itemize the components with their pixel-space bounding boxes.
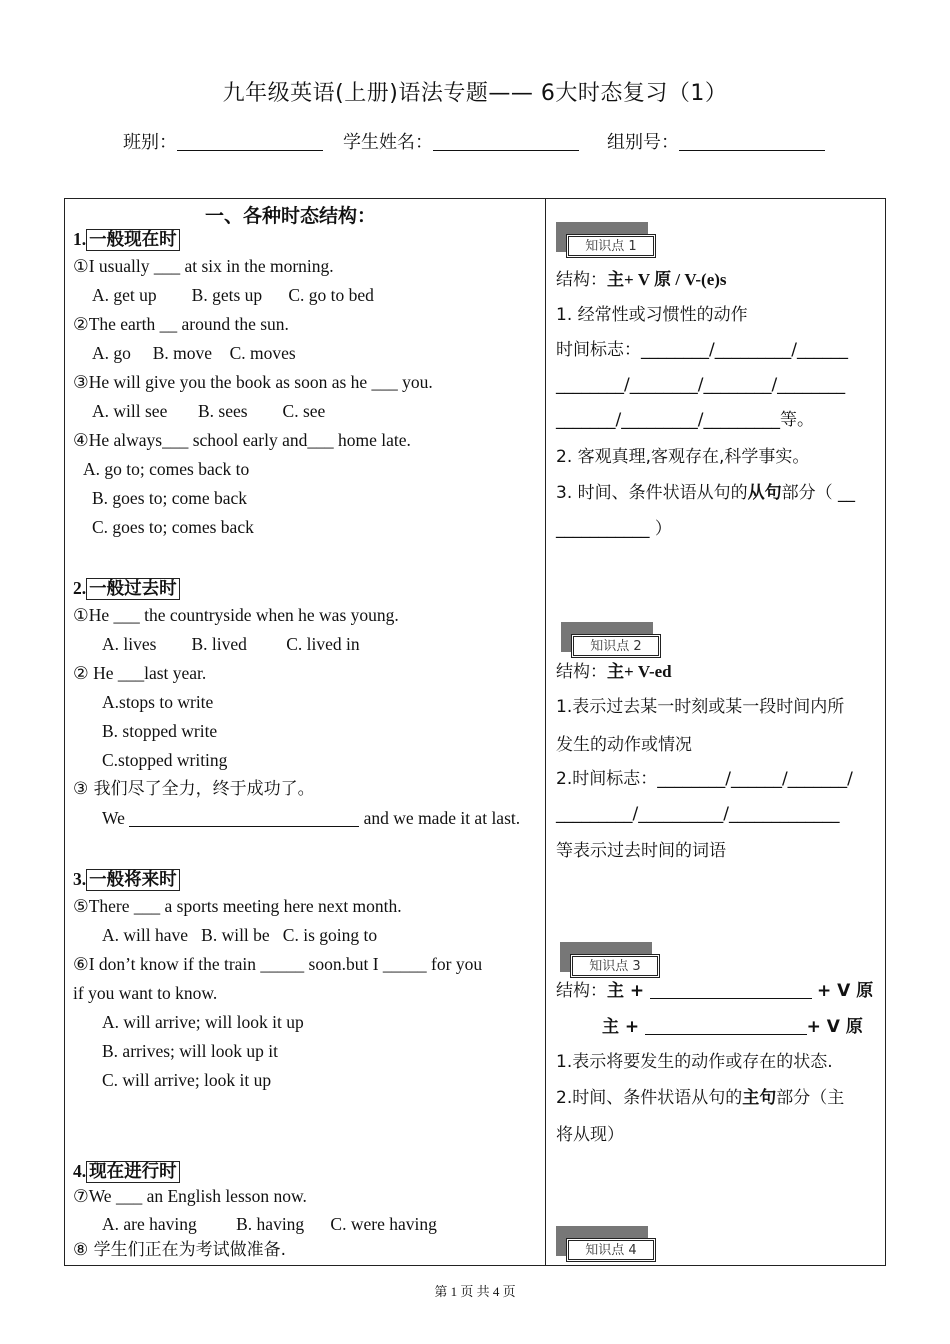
structure-line [602, 1010, 863, 1044]
rule-emphasis: 主句 [742, 1088, 777, 1108]
time-markers-line[interactable]: _______/_________/_________等。 [556, 410, 814, 430]
structure-label: 结构： [556, 981, 607, 1001]
structure-line [556, 655, 672, 689]
class-field [123, 128, 323, 154]
tense-num: 4. [73, 1161, 87, 1181]
name-label: 学生姓名： [343, 132, 433, 153]
structure-part: + V 原 [816, 981, 874, 1001]
badge-label: 知识点 4 [566, 1238, 656, 1262]
tense-name: 一般现在时 [86, 229, 180, 251]
group-label: 组别号： [607, 132, 679, 153]
group-blank[interactable] [679, 132, 825, 151]
question: ⑥I don’t know if the train _____ soon.but I _____ for you [73, 954, 483, 974]
tense-num: 3. [73, 869, 87, 889]
rule-text: 1.表示过去某一时刻或某一段时间内所 [556, 697, 845, 717]
question: ②The earth __ around the sun. [73, 314, 289, 334]
rule-text [556, 1081, 844, 1115]
question-options: A. get up B. gets up C. go to bed [92, 285, 374, 305]
rule-text-part: 部分（主 [776, 1088, 845, 1108]
name-blank[interactable] [433, 132, 579, 151]
question-continued: if you want to know. [73, 983, 218, 1003]
option: C. will arrive; look it up [102, 1070, 272, 1090]
group-field [607, 128, 825, 154]
question-options: A. are having B. having C. were having [102, 1214, 437, 1234]
structure-label: 结构： [556, 662, 607, 682]
tense-num: 2. [73, 578, 87, 598]
question: ③ 我们尽了全力，终于成功了。 [73, 779, 315, 799]
rule-emphasis: 从句 [747, 483, 782, 503]
question-options: A. lives B. lived C. lived in [102, 634, 360, 654]
rule-text: 发生的动作或情况 [556, 735, 692, 755]
option: C. goes to; comes back [92, 517, 254, 537]
structure-part: 主 + [602, 1017, 640, 1037]
knowledge-point-badge-4 [556, 1226, 661, 1266]
structure-blank[interactable] [650, 980, 812, 999]
option: B. goes to; come back [92, 488, 248, 508]
option: B. arrives; will look up it [102, 1041, 278, 1061]
question-options: A. will see B. sees C. see [92, 401, 326, 421]
page-footer: 第 1 页 共 4 页 [434, 1284, 516, 1299]
translation-we: We [102, 808, 125, 828]
rule-text: 1.表示将要发生的动作或存在的状态. [556, 1052, 833, 1072]
rule-text-part: 3. 时间、条件状语从句的 [556, 483, 748, 503]
rule-text: 1. 经常性或习惯性的动作 [556, 305, 748, 325]
page-title: 九年级英语(上册)语法专题—— 6大时态复习（1） [222, 81, 728, 106]
rule-text: 2. 客观真理,客观存在,科学事实。 [556, 447, 810, 467]
structure-blank[interactable] [645, 1016, 807, 1035]
structure-part: 主 + [607, 981, 645, 1001]
rule-text-part: 部分（ __ [781, 483, 856, 503]
option: A.stops to write [102, 692, 214, 712]
answer-blank-line[interactable]: ___________ ） [556, 519, 672, 539]
tense-heading-4 [73, 1158, 180, 1183]
tense-name: 一般过去时 [86, 578, 180, 600]
tense-num: 1. [73, 229, 87, 249]
time-markers-line[interactable]: 时间标志：________/_________/______ [556, 340, 848, 360]
option: B. stopped write [102, 721, 218, 741]
option: C.stopped writing [102, 750, 228, 770]
translation-tail: and we made it at last. [363, 808, 521, 828]
translation-line [102, 804, 520, 833]
tense-heading-1 [73, 226, 180, 251]
question: ③He will give you the book as soon as he ___ you. [73, 372, 433, 392]
question: ② He ___last year. [73, 663, 207, 683]
time-markers-line[interactable]: _________/__________/_____________ [556, 804, 840, 824]
badge-label: 知识点 3 [570, 954, 660, 978]
structure-part: + V 原 [806, 1017, 863, 1037]
name-field [343, 128, 579, 154]
rule-text [556, 476, 855, 510]
rule-text-part: 2.时间、条件状语从句的 [556, 1088, 743, 1108]
question: ①I usually ___ at six in the morning. [73, 256, 334, 276]
option: A. will arrive; will look it up [102, 1012, 304, 1032]
tense-name: 现在进行时 [86, 1161, 180, 1183]
structure-label: 结构： [556, 270, 607, 290]
badge-label: 知识点 2 [571, 634, 661, 658]
structure-line [556, 974, 873, 1008]
class-blank[interactable] [177, 132, 323, 151]
rule-text: 等表示过去时间的词语 [556, 841, 726, 861]
tense-heading-3 [73, 866, 180, 891]
question: ⑧ 学生们正在为考试做准备. [73, 1240, 287, 1260]
time-markers-line[interactable]: 2.时间标志：________/______/_______/ [556, 769, 853, 789]
structure-formula: 主+ V-ed [607, 662, 672, 681]
class-label: 班别： [123, 132, 177, 153]
option: A. go to; comes back to [83, 459, 250, 479]
translation-blank[interactable] [129, 808, 359, 827]
badge-label: 知识点 1 [566, 234, 656, 258]
question: ④He always___ school early and___ home late. [73, 430, 411, 450]
structure-line [556, 263, 727, 297]
knowledge-point-badge-1 [556, 222, 661, 262]
question: ①He ___ the countryside when he was young. [73, 605, 399, 625]
tense-name: 一般将来时 [86, 869, 180, 891]
tense-heading-2 [73, 575, 180, 600]
section-heading: 一、各种时态结构： [205, 205, 377, 227]
structure-formula: 主+ V 原 / V-(e)s [607, 270, 727, 289]
question: ⑦We ___ an English lesson now. [73, 1186, 307, 1206]
question-options: A. will have B. will be C. is going to [102, 925, 378, 945]
question-options: A. go B. move C. moves [92, 343, 296, 363]
column-divider [545, 198, 546, 1266]
question: ⑤There ___ a sports meeting here next month. [73, 896, 402, 916]
time-markers-line[interactable]: ________/________/________/________ [556, 375, 846, 395]
rule-text: 将从现） [556, 1125, 624, 1145]
